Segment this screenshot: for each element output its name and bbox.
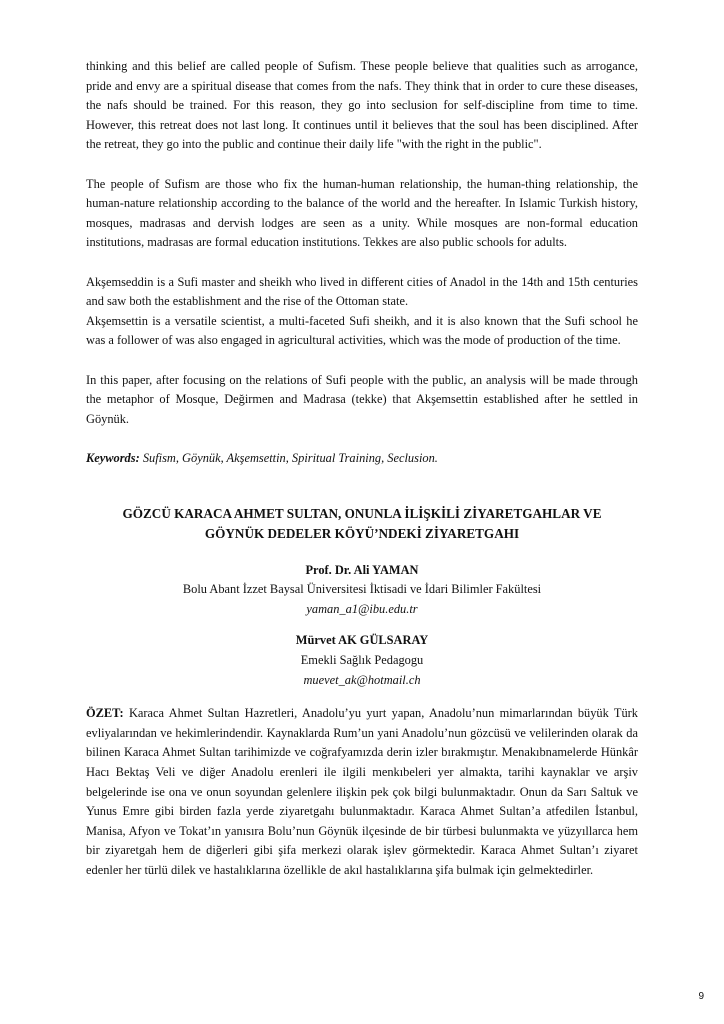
- page-content: [86, 57, 638, 881]
- abstract-text: Karaca Ahmet Sultan Hazretleri, Anadolu’yu yurt yapan, Anadolu’nun mimarlarından büyük Türk evliyalarından ve hekimlerindendir. Kaynaklarda Rum’un yani Anadolu’nun gözcüsü ve velilerinden olarak da bilinen Karaca Ahmet Sultan tarihimizde ve coğrafyamızda derin izler bırakmıştır. Menakıbnamelerde Hünkâr Hacı Bektaş Veli ve diğer Anadolu erenleri ile ilgili menkıbeleri yer almakta, tarihi kaynaklar ve arşiv belgelerinde ise ona ve onun soyundan gelenlere ilişkin pek çok bilgi bulunmaktadır. Onun da Sarı Saltuk ve Yunus Emre gibi birden fazla yerde ziyaretgahı bulunmaktadır. Karaca Ahmet Sultan’a atfedilen İstanbul, Manisa, Afyon ve Tokat’ın yanısıra Bolu’nun Göynük ilçesinde de bir türbesi bulunmakta ve yüzyıllarca hem bir ziyaretgah hem de diğerleri gibi şifa merkezi olarak işlev görmektedir. Karaca Ahmet Sultan’ı ziyaret edenler her türlü dilek ve hastalıklarına özellikle de akıl hastalıklarına şifa bulmak için gelmektedirler.: [86, 706, 638, 877]
- page-number: 9: [698, 991, 704, 1002]
- author-email: yaman_a1@ibu.edu.tr: [306, 601, 418, 616]
- author-email: muevet_ak@hotmail.ch: [303, 672, 421, 687]
- paragraph-gap: [86, 351, 638, 371]
- author-block-1: [86, 561, 638, 620]
- keywords-label: Keywords:: [86, 450, 140, 465]
- paragraph-gap: [86, 429, 638, 449]
- article-title: [86, 504, 638, 543]
- author-affiliation: Emekli Sağlık Pedagogu: [300, 653, 424, 668]
- author-name: Mürvet AK GÜLSARAY: [295, 633, 429, 648]
- body-paragraph: Akşemsettin is a versatile scientist, a multi-faceted Sufi sheikh, and it is also known that the Sufi school he was a follower of was also engaged in agricultural activities, which was the mode of production of the time.: [86, 313, 638, 348]
- body-paragraph: The people of Sufism are those who fix the human-human relationship, the human-thing relationship, the human-nature relationship according to the balance of the world and the hereafter. In Islamic Turkish history, mosques, madrasas and dervish lodges are seen as a unity. While mosques are non-formal education institutions, madrasas are formal education institutions. Tekkes are also public schools for adults.: [86, 176, 638, 250]
- body-paragraph: thinking and this belief are called people of Sufism. These people believe that qualities such as arrogance, pride and envy are a spiritual disease that comes from the nafs. They think that in order to cure these diseases, the nafs should be trained. For this reason, they go into seclusion for self-discipline from time to time. However, this retreat does not last long. It continues until it believes that the soul has been disciplined. After the retreat, they go into the public and continue their daily life "with the right in the public".: [86, 59, 638, 152]
- article-title-line-1: GÖZCÜ KARACA AHMET SULTAN, ONUNLA İLİŞKİLİ ZİYARETGAHLAR VE: [122, 506, 602, 522]
- abstract-label: ÖZET:: [86, 706, 124, 721]
- keywords-text: Sufism, Göynük, Akşemsettin, Spiritual Training, Seclusion.: [142, 450, 438, 465]
- keywords-line: [86, 449, 638, 469]
- body-paragraph: Akşemseddin is a Sufi master and sheikh who lived in different cities of Anadol in the 14th and 15th centuries and saw both the establishment and the rise of the Ottoman state.: [86, 274, 638, 309]
- body-paragraph: In this paper, after focusing on the relations of Sufi people with the public, an analysis will be made through the metaphor of Mosque, Değirmen and Madrasa (tekke) that Akşemsettin established after he settled in Göynük.: [86, 372, 638, 426]
- author-affiliation: Bolu Abant İzzet Baysal Üniversitesi İktisadi ve İdari Bilimler Fakültesi: [182, 582, 542, 597]
- author-name: Prof. Dr. Ali YAMAN: [305, 562, 419, 577]
- article-title-line-2: GÖYNÜK DEDELER KÖYÜ’NDEKİ ZİYARETGAHI: [204, 526, 520, 542]
- abstract-paragraph: [86, 704, 638, 880]
- author-block-2: [86, 631, 638, 690]
- paragraph-gap: [86, 253, 638, 273]
- paragraph-gap: [86, 155, 638, 175]
